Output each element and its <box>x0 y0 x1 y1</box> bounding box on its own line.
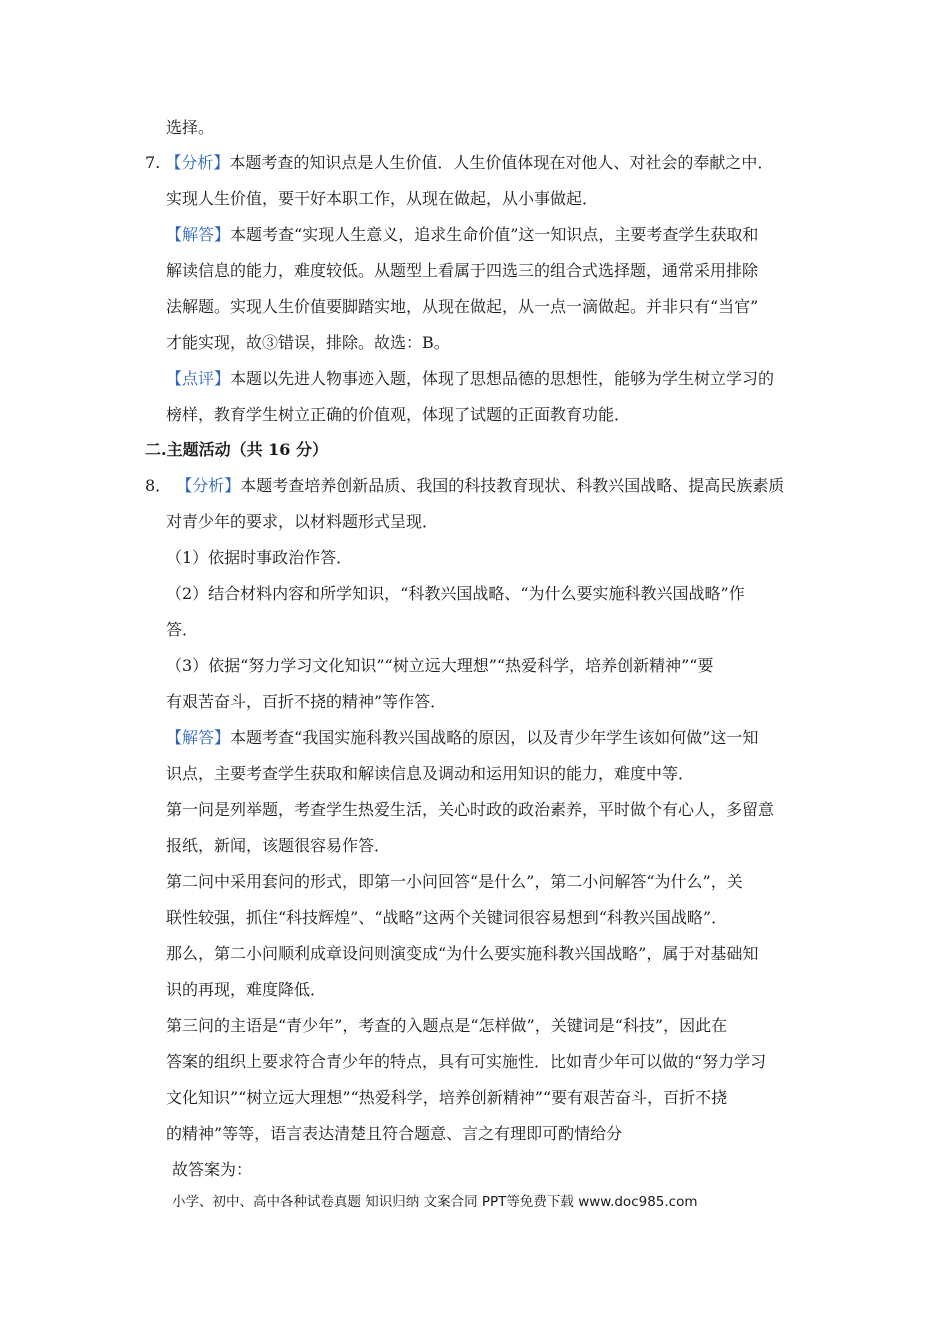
analysis-tag: 【分析】 <box>165 153 230 172</box>
comment-tag: 【点评】 <box>166 369 231 388</box>
text-line: 选择。 <box>166 118 215 137</box>
answer-text: 本题考查“实现人生意义，追求生命价值”这一知识点，主要考查学生获取和 <box>230 225 759 244</box>
text-line: 实现人生价值，要干好本职工作，从现在做起，从小事做起． <box>166 189 599 208</box>
text-line: 答案的组织上要求符合青少年的特点，具有可实施性．比如青少年可以做的“努力学习 <box>166 1052 767 1071</box>
text-line: 第一问是列举题，考查学生热爱生活，关心时政的政治素养，平时做个有心人，多留意 <box>166 800 775 819</box>
analysis-text: 本题考查的知识点是人生价值．人生价值体现在对他人、对社会的奉献之中． <box>229 153 774 172</box>
analysis-text: 本题考查培养创新品质、我国的科技教育现状、科教兴国战略、提高民族素质 <box>240 476 785 495</box>
answer-tag: 【解答】 <box>166 728 231 747</box>
text-line: （3）依据“努力学习文化知识”“树立远大理想”“热爱科学，培养创新精神”“要 <box>166 656 714 675</box>
footer-watermark-text: 小学、初中、高中各种试卷真题 知识归纳 文案合同 PPT等免费下载 www.doc985.com <box>172 1194 698 1210</box>
text-line: （2）结合材料内容和所学知识，“科教兴国战略、“为什么要实施科教兴国战略”作 <box>166 584 745 603</box>
text-line: 文化知识”“树立远大理想”“热爱科学，培养创新精神”“要有艰苦奋斗，百折不挠 <box>166 1088 728 1107</box>
text-line: 榜样，教育学生树立正确的价值观，体现了试题的正面教育功能． <box>166 405 631 424</box>
text-line: 解读信息的能力，难度较低。从题型上看属于四选三的组合式选择题，通常采用排除 <box>166 261 759 280</box>
text-line: 第三问的主语是“青少年”，考查的入题点是“怎样做”，关键词是“科技”，因此在 <box>166 1016 728 1035</box>
text-line: 答． <box>166 620 199 639</box>
question-7-answer <box>166 225 758 245</box>
text-line: 报纸，新闻，该题很容易作答． <box>166 836 391 855</box>
text-line: （1）依据时事政治作答． <box>166 548 353 567</box>
section-heading: 二.主题活动（共 16 分） <box>145 440 328 459</box>
comment-text: 本题以先进人物事迹入题，体现了思想品德的思想性，能够为学生树立学习的 <box>230 369 775 388</box>
analysis-tag: 【分析】 <box>176 476 241 495</box>
question-number: 7. <box>145 153 161 172</box>
question-number: 8． <box>145 476 172 495</box>
text-line: 才能实现，故③错误，排除。故选：B。 <box>166 333 450 352</box>
question-7-analysis <box>145 153 773 173</box>
text-line: 那么，第二小问顺利成章设问则演变成“为什么要实施科教兴国战略”，属于对基础知 <box>166 944 759 963</box>
text-line: 第二问中采用套问的形式，即第一小问回答“是什么”，第二小问解答“为什么”，关 <box>166 872 743 891</box>
text-line: 对青少年的要求，以材料题形式呈现． <box>166 512 439 531</box>
question-8-analysis <box>145 476 784 496</box>
question-7-comment <box>166 369 774 389</box>
text-line: 故答案为： <box>172 1160 253 1179</box>
text-line: 识点，主要考查学生获取和解读信息及调动和运用知识的能力，难度中等． <box>166 764 695 783</box>
text-line: 的精神”等等，语言表达清楚且符合题意、言之有理即可酌情给分 <box>166 1124 623 1143</box>
answer-text: 本题考查“我国实施科教兴国战略的原因，以及青少年学生该如何做”这一知 <box>230 728 759 747</box>
question-8-answer <box>166 728 758 748</box>
answer-tag: 【解答】 <box>166 225 231 244</box>
text-line: 有艰苦奋斗，百折不挠的精神”等作答． <box>166 692 447 711</box>
text-line: 识的再现，难度降低． <box>166 980 327 999</box>
text-line: 联性较强，抓住“科技辉煌”、“战略”这两个关键词很容易想到“科教兴国战略”． <box>166 908 728 927</box>
text-line: 法解题。实现人生价值要脚踏实地，从现在做起，从一点一滴做起。并非只有“当官” <box>166 297 759 316</box>
